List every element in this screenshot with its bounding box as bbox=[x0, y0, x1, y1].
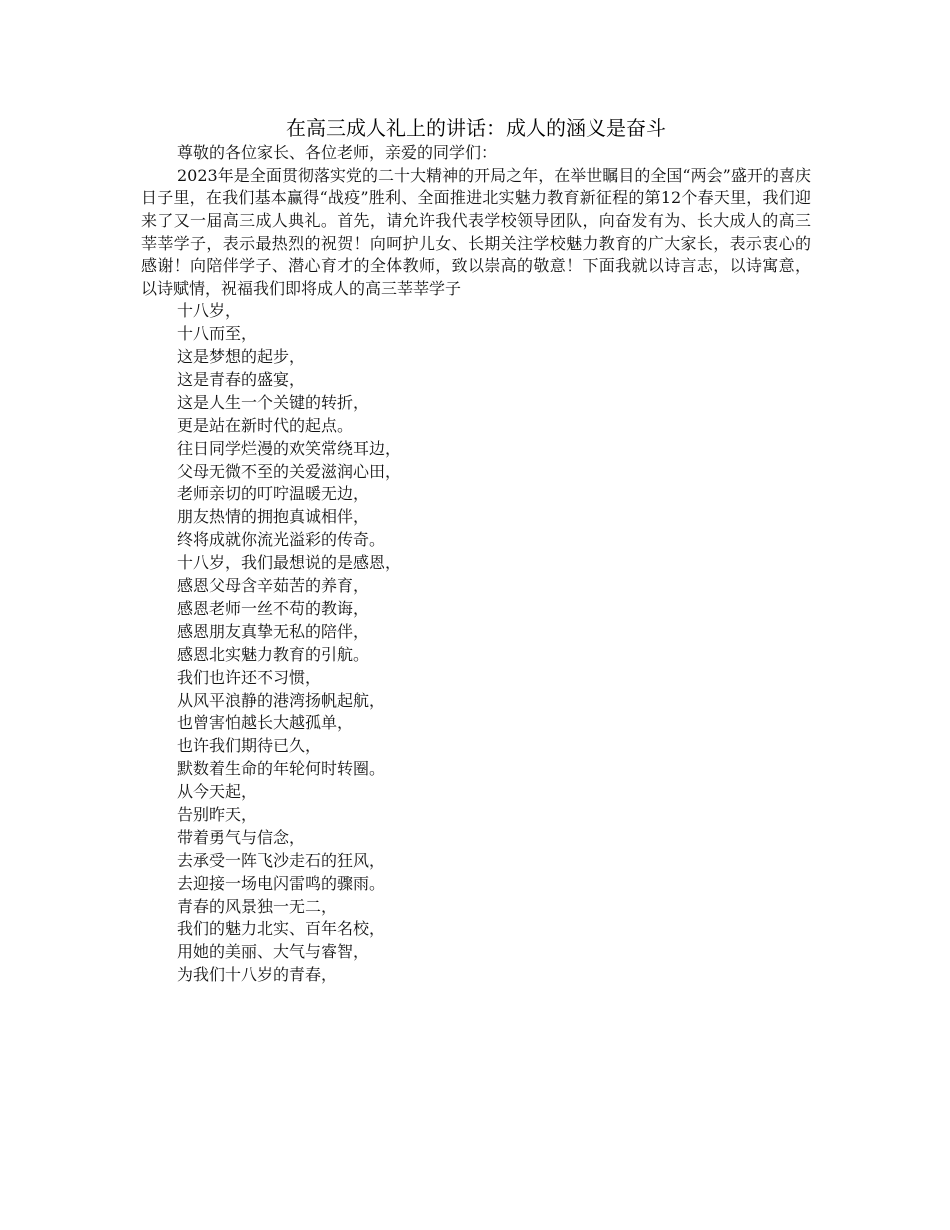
poem-line: 终将成就你流光溢彩的传奇。 bbox=[177, 530, 386, 550]
poem-line: 带着勇气与信念， bbox=[177, 827, 306, 847]
poem-line: 青春的风景独一无二， bbox=[177, 896, 338, 916]
poem-line: 我们也许还不习惯， bbox=[177, 667, 322, 687]
poem-line: 感恩朋友真挚无私的陪伴， bbox=[177, 621, 370, 641]
poem-line: 这是梦想的起步， bbox=[177, 347, 306, 367]
poem-line: 从今天起， bbox=[177, 782, 258, 802]
intro-paragraph: 2023年是全面贯彻落实党的二十大精神的开局之年，在举世瞩目的全国“两会”盛开的喜庆日子里，在我们基本赢得“战疫”胜利、全面推进北实魅力教育新征程的第12个春天里，我们迎来了又一届高三成人典礼。首先，请允许我代表学校领导团队，向奋发有为、长大成人的高三莘莘学子，表示最热烈的祝贺！向呵护儿女、长期关注学校魅力教育的广大家长，表示衷心的感谢！向陪伴学子、潜心育才的全体教师，致以崇高的敬意！下面我就以诗言志，以诗寓意，以诗赋情，祝福我们即将成人的高三莘莘学子 bbox=[141, 165, 811, 298]
poem-line: 往日同学烂漫的欢笑常绕耳边， bbox=[177, 438, 402, 458]
poem-line: 也曾害怕越长大越孤单， bbox=[177, 713, 354, 733]
poem-line: 用她的美丽、大气与睿智， bbox=[177, 942, 370, 962]
poem-line: 朋友热情的拥抱真诚相伴， bbox=[177, 507, 370, 527]
greeting-line: 尊敬的各位家长、各位老师，亲爱的同学们： bbox=[177, 143, 498, 162]
poem-line: 更是站在新时代的起点。 bbox=[177, 415, 354, 435]
poem-line: 老师亲切的叮咛温暖无边， bbox=[177, 484, 370, 504]
poem-line: 去承受一阵飞沙走石的狂风， bbox=[177, 850, 386, 870]
document-body bbox=[141, 114, 811, 987]
poem-line: 十八岁， bbox=[177, 301, 242, 321]
poem-line: 这是青春的盛宴， bbox=[177, 370, 306, 390]
poem-line: 十八而至， bbox=[177, 324, 258, 344]
poem-line: 默数着生命的年轮何时转圈。 bbox=[177, 759, 386, 779]
poem-line: 也许我们期待已久， bbox=[177, 736, 322, 756]
poem-line: 我们的魅力北实、百年名校， bbox=[177, 919, 386, 939]
poem-line: 感恩父母含辛茹苦的养育， bbox=[177, 576, 370, 596]
poem-line: 感恩北实魅力教育的引航。 bbox=[177, 644, 370, 664]
poem-line: 父母无微不至的关爱滋润心田， bbox=[177, 461, 402, 481]
poem-line: 为我们十八岁的青春， bbox=[177, 965, 338, 985]
poem-line: 从风平浪静的港湾扬帆起航， bbox=[177, 690, 386, 710]
poem-line: 告别昨天， bbox=[177, 804, 258, 824]
document-title: 在高三成人礼上的讲话：成人的涵义是奋斗 bbox=[286, 116, 666, 140]
poem-line: 十八岁，我们最想说的是感恩， bbox=[177, 553, 402, 573]
poem-line: 这是人生一个关键的转折， bbox=[177, 392, 370, 412]
poem-line: 去迎接一场电闪雷鸣的骤雨。 bbox=[177, 873, 386, 893]
poem bbox=[141, 300, 811, 987]
poem-line: 感恩老师一丝不苟的教诲， bbox=[177, 598, 370, 618]
